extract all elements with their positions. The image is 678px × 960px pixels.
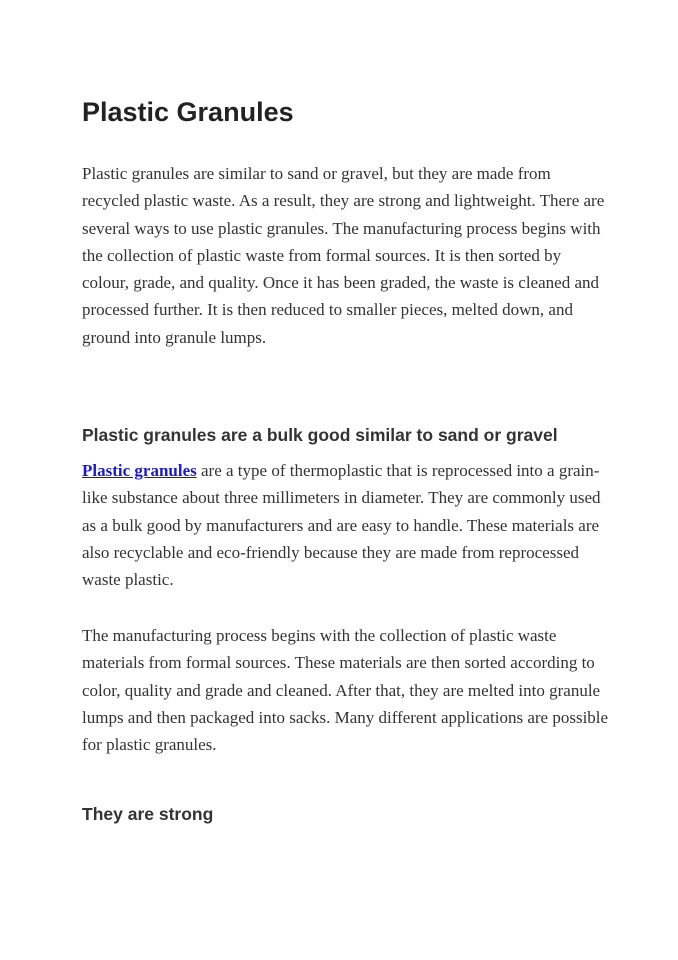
section1-paragraph-1-text: are a type of thermoplastic that is reprocessed into a grain-like substance about three millimeters in diameter. They are commonly used as a bulk good by manufacturers and are easy to handle. These materials are also recyclable and eco-friendly because they are made from reprocessed waste plastic. xyxy=(82,461,601,590)
section1-paragraph-2: The manufacturing process begins with the collection of plastic waste materials from formal sources. These materials are then sorted according to color, quality and grade and cleaned. After that, they are melted into granule lumps and then packaged into sacks. Many different applications are possible for plastic granules. xyxy=(82,626,609,755)
section1-paragraph-1 xyxy=(82,457,612,593)
intro-paragraph: Plastic granules are similar to sand or gravel, but they are made from recycled plastic waste. As a result, they are strong and lightweight. There are several ways to use plastic granules. The manufacturing process begins with the collection of plastic waste from formal sources. It is then sorted by colour, grade, and quality. Once it has been graded, the waste is cleaned and processed further. It is then reduced to smaller pieces, melted down, and ground into granule lumps. xyxy=(82,164,605,347)
plastic-granules-link[interactable]: Plastic granules xyxy=(82,461,197,480)
section-heading-strong: They are strong xyxy=(82,804,214,824)
section-heading-bulk-good: Plastic granules are a bulk good similar to sand or gravel xyxy=(82,425,558,445)
page-title: Plastic Granules xyxy=(82,97,294,127)
